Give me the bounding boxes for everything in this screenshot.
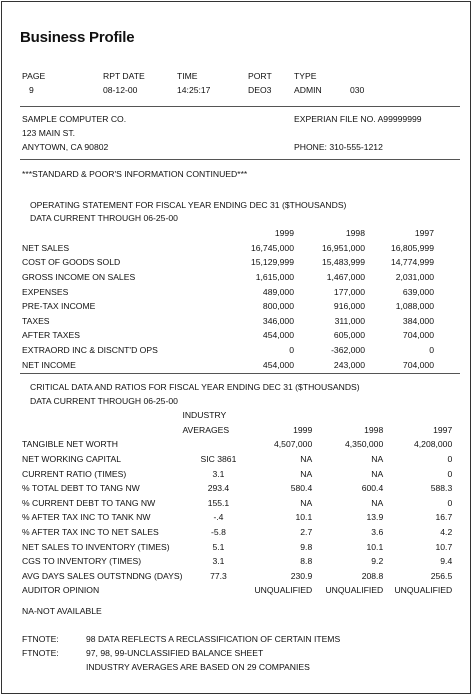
row-label: COST OF GOODS SOLD [22, 257, 121, 268]
value-1998: 605,000 [333, 330, 365, 341]
value-1997: 0 [447, 497, 453, 508]
company-city: ANYTOWN, CA 90802 [22, 142, 109, 152]
value-1997: 384,000 [402, 315, 434, 326]
industry-value: SIC 3861 [200, 454, 237, 465]
hdr-rptdate-value: 08-12-00 [103, 85, 138, 95]
value-1997: 256.5 [430, 570, 453, 581]
footnote-label: FTNOTE: [22, 648, 59, 658]
industry-value [182, 583, 254, 598]
industry-value: 155.1 [207, 497, 230, 508]
operating-years-row [22, 226, 434, 241]
row-label: AFTER TAXES [22, 330, 80, 341]
table-row [22, 510, 452, 525]
table-row [22, 583, 452, 598]
footnote-label: FTNOTE: [22, 634, 59, 644]
value-1997: 9.4 [440, 556, 453, 567]
table-row [22, 284, 434, 299]
value-1999: 454,000 [262, 330, 294, 341]
industry-value: 3.1 [212, 556, 225, 567]
table-row [22, 481, 452, 496]
value-1998: NA [371, 454, 384, 465]
table-row [22, 241, 434, 256]
row-label: CURRENT RATIO (TIMES) [22, 468, 127, 479]
table-row [22, 299, 434, 314]
table-row [22, 525, 452, 540]
value-1997: 704,000 [402, 330, 434, 341]
value-1999: UNQUALIFIED [254, 585, 313, 596]
hdr-port-label: PORT [248, 71, 272, 81]
row-label: EXTRAORD INC & DISCNT'D OPS [22, 345, 158, 356]
year-1999: 1999 [293, 424, 313, 435]
table-row [22, 328, 434, 343]
value-1998: 13.9 [366, 512, 384, 523]
hdr-time-value: 14:25:17 [177, 85, 211, 95]
value-1997: 588.3 [430, 483, 453, 494]
hdr-type-code: 030 [350, 85, 365, 95]
hdr-type-value: ADMIN [294, 85, 322, 95]
row-label: AUDITOR OPINION [22, 585, 100, 596]
value-1997: UNQUALIFIED [394, 585, 453, 596]
header-divider [20, 106, 460, 107]
table-row [22, 554, 452, 569]
industry-value: 77.3 [210, 570, 227, 581]
critical-data-table [22, 408, 452, 598]
value-1998: 16,951,000 [321, 242, 365, 253]
table-row [22, 314, 434, 329]
row-label: GROSS INCOME ON SALES [22, 272, 136, 283]
value-1998: 4,350,000 [345, 439, 384, 450]
value-1999: 8.8 [300, 556, 313, 567]
row-label: AVG DAYS SALES OUTSTNDNG (DAYS) [22, 570, 183, 581]
value-1999: 230.9 [290, 570, 313, 581]
row-label: NET INCOME [22, 359, 76, 370]
company-name: SAMPLE COMPUTER CO. [22, 114, 127, 124]
company-phone: PHONE: 310-555-1212 [294, 142, 383, 152]
value-1998: 177,000 [333, 286, 365, 297]
year-1999: 1999 [274, 228, 294, 239]
footnote-text: 97, 98, 99-UNCLASSIFIED BALANCE SHEET [86, 648, 264, 658]
table-row [22, 357, 434, 372]
value-1999: NA [300, 468, 313, 479]
table-row [22, 496, 452, 511]
year-1998: 1998 [345, 228, 365, 239]
experian-file-number: EXPERIAN FILE NO. A99999999 [294, 114, 422, 124]
row-label: % TOTAL DEBT TO TANG NW [22, 483, 140, 494]
industry-header-1: INDUSTRY [182, 410, 227, 421]
value-1997: 0 [429, 345, 434, 356]
row-label: % AFTER TAX INC TO NET SALES [22, 527, 159, 538]
year-1997: 1997 [433, 424, 453, 435]
row-label: PRE-TAX INCOME [22, 301, 96, 312]
value-1997: 704,000 [402, 359, 434, 370]
value-1998: -362,000 [331, 345, 365, 356]
table-row [22, 343, 434, 358]
business-profile-page [1, 1, 471, 694]
value-1998: NA [371, 497, 384, 508]
year-1997: 1997 [414, 228, 434, 239]
value-1998: 15,483,999 [321, 257, 365, 268]
critical-data-current: DATA CURRENT THROUGH 06-25-00 [30, 396, 178, 406]
row-label: NET WORKING CAPITAL [22, 454, 121, 465]
value-1997: 10.7 [435, 541, 453, 552]
value-1998: 208.8 [361, 570, 384, 581]
value-1997: 2,031,000 [395, 272, 434, 283]
table-row [22, 452, 452, 467]
value-1997: 16,805,999 [390, 242, 434, 253]
hdr-port-value: DEO3 [248, 85, 272, 95]
continued-note: ***STANDARD & POOR'S INFORMATION CONTINUED*** [22, 169, 248, 179]
value-1998: UNQUALIFIED [325, 585, 384, 596]
footnote-text: INDUSTRY AVERAGES ARE BASED ON 29 COMPANIES [86, 662, 310, 672]
value-1999: 0 [289, 345, 294, 356]
row-label: NET SALES TO INVENTORY (TIMES) [22, 541, 170, 552]
hdr-page-value: 9 [29, 85, 34, 95]
value-1999: 15,129,999 [250, 257, 294, 268]
footnote-text: 98 DATA REFLECTS A RECLASSIFICATION OF CERTAIN ITEMS [86, 634, 341, 644]
industry-value: -.4 [213, 512, 224, 523]
value-1999: 4,507,000 [274, 439, 313, 450]
year-1998: 1998 [364, 424, 384, 435]
value-1999: 10.1 [295, 512, 313, 523]
value-1999: 346,000 [262, 315, 294, 326]
industry-header-row-1 [22, 408, 452, 423]
table-row [22, 270, 434, 285]
operating-data-current: DATA CURRENT THROUGH 06-25-00 [30, 213, 178, 223]
table-row [22, 466, 452, 481]
company-divider [20, 159, 460, 160]
value-1999: 1,615,000 [255, 272, 294, 283]
row-label: % CURRENT DEBT TO TANG NW [22, 497, 156, 508]
years-header-row [22, 423, 452, 438]
operating-statement-heading: OPERATING STATEMENT FOR FISCAL YEAR ENDING DEC 31 ($THOUSANDS) [30, 200, 347, 210]
value-1997: 0 [447, 468, 453, 479]
section-divider [20, 373, 460, 374]
value-1998: 1,467,000 [326, 272, 365, 283]
value-1997: 4,208,000 [414, 439, 453, 450]
row-label: TANGIBLE NET WORTH [22, 439, 118, 450]
table-row [22, 569, 452, 584]
value-1999: 454,000 [262, 359, 294, 370]
table-row [22, 539, 452, 554]
value-1998: 916,000 [333, 301, 365, 312]
value-1999: 9.8 [300, 541, 313, 552]
page-title: Business Profile [20, 29, 135, 46]
value-1997: 16.7 [435, 512, 453, 523]
table-row [22, 255, 434, 270]
value-1997: 14,774,999 [390, 257, 434, 268]
value-1998: 9.2 [371, 556, 384, 567]
operating-statement-table [22, 226, 434, 372]
value-1997: 0 [447, 454, 453, 465]
industry-header-2: AVERAGES [182, 424, 230, 435]
industry-value: -5.8 [211, 527, 226, 538]
company-street: 123 MAIN ST. [22, 128, 76, 138]
hdr-time-label: TIME [177, 71, 198, 81]
value-1997: 4.2 [440, 527, 453, 538]
value-1998: 3.6 [371, 527, 384, 538]
value-1999: NA [300, 454, 313, 465]
value-1998: 600.4 [361, 483, 384, 494]
value-1999: NA [300, 497, 313, 508]
hdr-rptdate-label: RPT DATE [103, 71, 145, 81]
industry-value: 293.4 [207, 483, 230, 494]
industry-value: 5.1 [212, 541, 225, 552]
value-1999: 2.7 [300, 527, 313, 538]
critical-data-heading: CRITICAL DATA AND RATIOS FOR FISCAL YEAR ENDING DEC 31 ($THOUSANDS) [30, 382, 360, 392]
row-label: EXPENSES [22, 286, 69, 297]
row-label: NET SALES [22, 242, 70, 253]
industry-value [182, 437, 254, 452]
hdr-page-label: PAGE [22, 71, 46, 81]
value-1999: 16,745,000 [250, 242, 294, 253]
value-1998: 311,000 [334, 315, 365, 326]
row-label: CGS TO INVENTORY (TIMES) [22, 556, 142, 567]
value-1999: 580.4 [290, 483, 313, 494]
value-1998: 243,000 [333, 359, 365, 370]
value-1999: 800,000 [262, 301, 294, 312]
industry-value: 3.1 [212, 468, 225, 479]
value-1998: NA [371, 468, 384, 479]
hdr-type-label: TYPE [294, 71, 317, 81]
row-label: TAXES [22, 315, 50, 326]
value-1998: 10.1 [366, 541, 384, 552]
value-1997: 639,000 [402, 286, 434, 297]
value-1997: 1,088,000 [395, 301, 434, 312]
table-row [22, 437, 452, 452]
value-1999: 489,000 [262, 286, 294, 297]
row-label: % AFTER TAX INC TO TANK NW [22, 512, 151, 523]
na-note: NA-NOT AVAILABLE [22, 606, 102, 616]
